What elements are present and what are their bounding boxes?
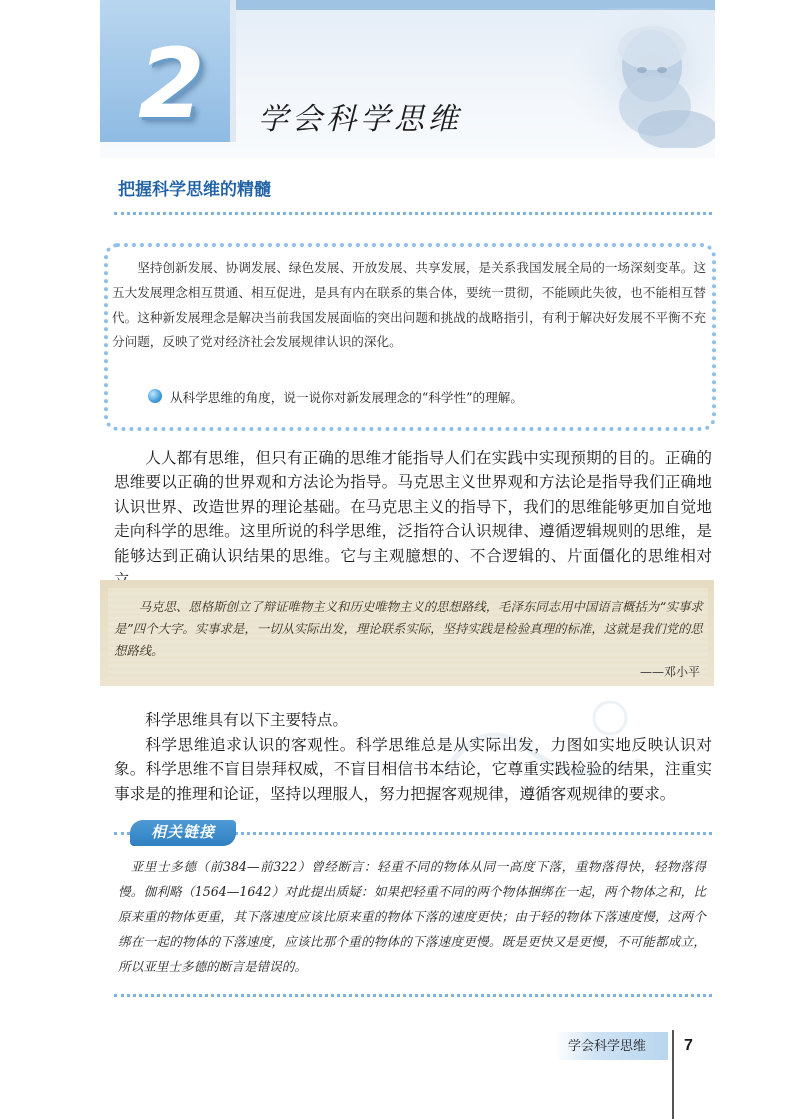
body-paragraph-1: 人人都有思维，但只有正确的思维才能指导人们在实践中实现预期的目的。正确的思维要以正确的世界观和方法论为指导。马克思主义世界观和方法论是指导我们正确地认识世界、改造世界的理论基础。在马克思主义的指导下，我们的思维能够更加自觉地走向科学的思维。这里所说的科学思维，泛指符合认识规律、遵循逻辑规则的思维，是能够达到正确认识结果的思维。它与主观臆想的、不合逻辑的、片面僵化的思维相对 (114, 449, 712, 565)
discussion-question (148, 385, 698, 407)
quote-text: 马克思、恩格斯创立了辩证唯物主义和历史唯物主义的思想路线，毛泽东同志用中国语言概括为“实事求是”四个大字。实事求是，一切从实际出发，理论联系实际，坚持实践是检验真理的标准，这就是我们党的思想路线。 (114, 599, 703, 658)
chapter-box-edge (230, 0, 236, 142)
footer-divider (672, 1030, 674, 1119)
section-heading: 把握科学思维的精髓 (118, 180, 271, 199)
portrait-illustration (560, 8, 715, 148)
running-title: 学会科学思维 (568, 1038, 647, 1053)
body-paragraph-3: 科学思维追求认识的客观性。科学思维总是从实际出发，力图如实地反映认识对象。科学思维不盲目崇拜权威，不盲目相信书本结论，它尊重实践检验的结果，注重实事求是的推理和论证，坚持以理服人，努力把握客观规律，遵循客观规律的要求。 (114, 736, 712, 803)
bullet-globe-icon (148, 389, 162, 403)
quote-author: ——邓小平 (639, 665, 700, 679)
section-divider (114, 212, 712, 215)
related-link-bottom-divider (114, 994, 712, 997)
related-link-badge: 相关链接 (130, 820, 236, 846)
chapter-number: 2 (138, 28, 205, 140)
question-text: 从科学思维的角度，说一说你对新发展理念的“科学性”的理解。 (170, 389, 523, 405)
chapter-title: 学会科学思维 (258, 102, 462, 137)
body-paragraph-2: 科学思维具有以下主要特点。 (145, 711, 348, 729)
page-number: 7 (684, 1037, 693, 1054)
discussion-text: 坚持创新发展、协调发展、绿色发展、开放发展、共享发展，是关系我国发展全局的一场深刻变革。这五大发展理念相互贯通、相互促进，是具有内在联系的集合体，要统一贯彻，不能顾此失彼，也不能相互替代。这种新发展理念是解决当前我国发展面临的突出问题和挑战的战略指引，有利于解决好发展不平衡不充分问题，反映了党对经济社会发展规律认识的深化。 (112, 260, 706, 350)
related-link-text: 亚里士多德（前384—前322）曾经断言：轻重不同的物体从同一高度下落，重物落得快，轻物落得慢。伽利略（1564—1642）对此提出质疑：如果把轻重不同的两个物体捆绑在一起，两个物体之和，比原来重的物体更重，其下落速度应该比原来重的物体下落的速度更快；由于轻的物体下落速度慢，这两个绑在一起的物体的下落速度，应该比那个重的物体的下落速度更慢。既是更快又是更慢，不可能都成立，所以亚里士多德的断言是错误的。 (118, 859, 706, 974)
